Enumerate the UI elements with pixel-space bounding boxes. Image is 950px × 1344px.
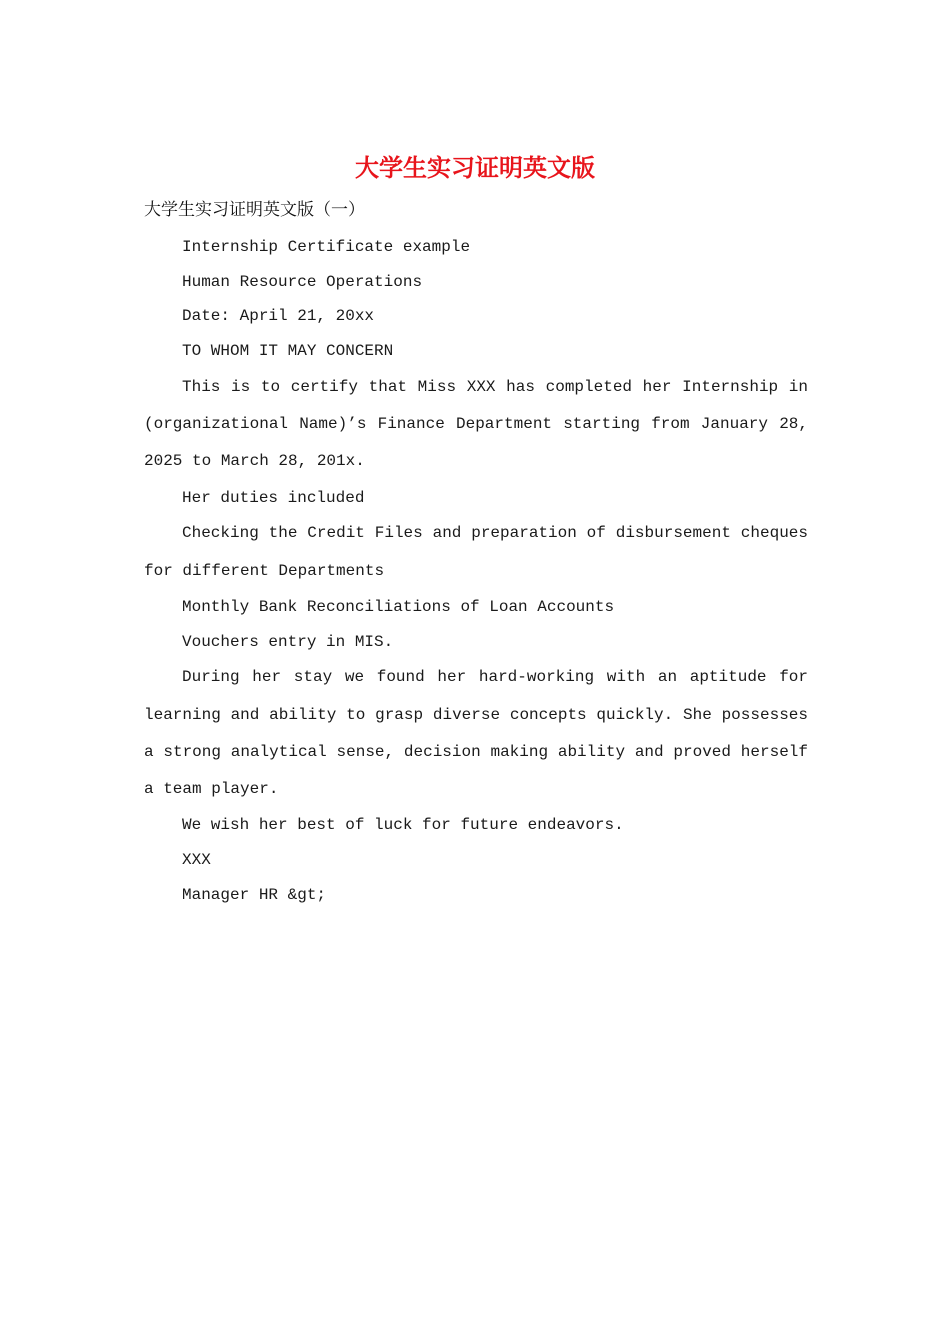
body-paragraph-duty-vouchers: Vouchers entry in MIS. [182,632,394,651]
document-subtitle: 大学生实习证明英文版（一） [144,200,365,220]
document-body [144,230,808,913]
body-paragraph-closing: We wish her best of luck for future endeavors. [182,816,624,835]
signature-name: XXX [182,851,211,870]
body-paragraph-duty-credit-files: Checking the Credit Files and preparation of disbursement cheques for different Departments [144,524,808,580]
body-paragraph-certificate-heading: Internship Certificate example [182,238,471,256]
body-paragraph-certification: This is to certify that Miss XXX has completed her Internship in (organizational Name)’s Finance Department starting from January 28, 2025 to March 28, 201x. [144,377,808,471]
body-paragraph-duty-reconciliations: Monthly Bank Reconciliations of Loan Accounts [182,597,615,616]
body-paragraph-date: Date: April 21, 20xx [182,307,375,326]
signature-title: Manager HR &gt; [182,885,327,904]
body-paragraph-salutation: TO WHOM IT MAY CONCERN [182,342,394,361]
body-paragraph-evaluation: During her stay we found her hard-working with an aptitude for learning and ability to grasp diverse concepts quickly. She possesses a strong analytical sense, decision making ability and proved herself a team player. [144,668,808,799]
body-paragraph-duties-intro: Her duties included [182,488,365,507]
document-title: 大学生实习证明英文版 [355,153,595,182]
body-paragraph-department: Human Resource Operations [182,272,423,291]
